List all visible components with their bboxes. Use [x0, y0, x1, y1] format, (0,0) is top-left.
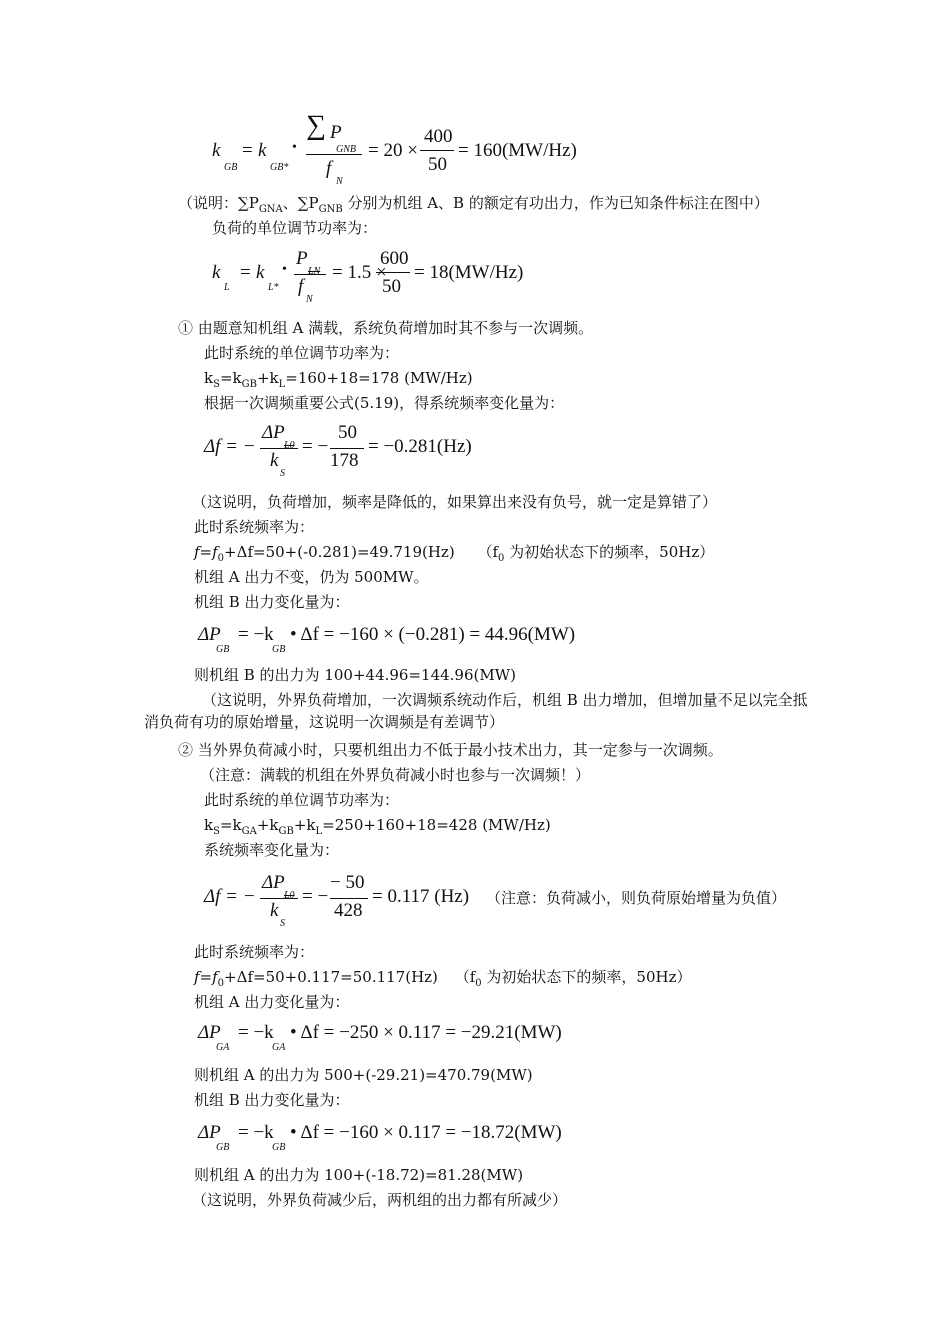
fraction-bar: [330, 448, 364, 449]
equation-pgb-2: ΔP GB = −k GB • Δf = −160 × 0.117 = −18.72(MW): [198, 1122, 562, 1153]
equation-kl: k L = k L* • P LN f N = 1.5 × 600 50 = 18(MW/Hz): [212, 248, 524, 305]
section-2-heading: ② 当外界负荷减小时，只要机组出力不低于最小技术出力，其一定参与一次调频。: [178, 741, 723, 759]
ks-formula: $k_S=k_{GB}+k_L=160+18=178$ (MW/Hz): [204, 369, 473, 390]
numerator: 400: [424, 126, 453, 147]
fraction-bar: [260, 448, 298, 449]
equation-delta-f-1: Δf = − ΔP L0 k S = − 50 178 = −0.281(Hz): [204, 422, 472, 479]
equation-result: = 160(MW/Hz): [458, 140, 577, 161]
fraction-bar: [420, 150, 454, 151]
ks-formula: $k_S=k_{GA}+k_{GB}+k_L=250+160+18=428$ (MW/Hz): [204, 816, 551, 837]
fraction-bar: [376, 272, 410, 273]
subscript: N: [336, 176, 343, 187]
equation-result: = 18(MW/Hz): [414, 262, 524, 283]
numerator: 600: [380, 248, 409, 269]
text-unit-a-change: 机组 A 出力变化量为：: [194, 993, 350, 1011]
var-f: f: [298, 276, 304, 297]
text-unit-b-change: 机组 B 出力变化量为：: [194, 1091, 350, 1109]
denominator: 50: [428, 154, 447, 175]
var-k: k: [258, 140, 267, 161]
var-f: f: [326, 158, 332, 179]
fraction-bar: [306, 154, 362, 155]
note-sigma: （说明：$\sum P_{GNA}$、$\sum P_{GNB}$ 分别为机组 A、B 的额定有功出力，作为已知条件标注在图中）: [178, 194, 769, 215]
section-1-heading: ① 由题意知机组 A 满载，系统负荷增加时其不参与一次调频。: [178, 319, 594, 337]
var-k: k: [212, 140, 221, 161]
note-long: （这说明，外界负荷增加，一次调频系统动作后，机组 B 出力增加，但增加量不足以完全抵消负荷有功的原始增量，这说明一次调频是有差调节）: [144, 691, 808, 731]
text-freq-label: 此时系统频率为：: [194, 518, 315, 536]
subscript: GB: [224, 162, 238, 173]
sigma-symbol: ∑: [306, 110, 326, 141]
subscript: GB*: [270, 162, 289, 173]
note-full-load: （注意：满载的机组在外界负荷减小时也参与一次调频！）: [200, 766, 591, 784]
equation-text: = 20 ×: [368, 140, 418, 161]
text-unit-regulation: 此时系统的单位调节功率为：: [204, 791, 400, 809]
subscript: LN: [308, 266, 321, 277]
note-negative-increment: （注意：负荷减小，则负荷原始增量为负值）: [486, 889, 787, 907]
note-end: （这说明，外界负荷减少后，两机组的出力都有所减少）: [192, 1191, 568, 1209]
fraction-bar: [260, 898, 298, 899]
subscript: L: [224, 282, 230, 293]
dot-operator: •: [292, 140, 297, 155]
text-load-unit: 负荷的单位调节功率为：: [212, 219, 378, 237]
equation-pgb-1: ΔP GB = −k GB • Δf = −160 × (−0.281) = 44.96(MW): [198, 624, 576, 655]
subscript: N: [306, 294, 313, 305]
var-p: P: [296, 248, 308, 269]
equation-kgb: k GB = k GB* • ∑ P GNB f N = 20 × 400 50 = 160(MW/Hz): [212, 110, 577, 187]
text-unit-regulation: 此时系统的单位调节功率为：: [204, 344, 400, 362]
var-p: P: [330, 122, 342, 143]
equation-delta-f-2: Δf = − ΔP L0 k S = − − 50 428 = 0.117 (Hz): [204, 872, 470, 929]
freq-formula: $f=f_0+\Delta f=50+0.117=50.117(Hz)$ （$f_0$ 为初始状态下的频率，50Hz）: [194, 968, 692, 989]
freq-formula: $f=f_0+\Delta f=50+(-0.281)=49.719(Hz)$ （$f_0$ 为初始状态下的频率，50Hz）: [194, 543, 715, 564]
var-k: k: [256, 262, 265, 283]
equation-pga-2: ΔP GA = −k GA • Δf = −250 × 0.117 = −29.21(MW): [198, 1022, 562, 1053]
text-unit-a-output: 则机组 A 的出力为 500+(-29.21)=470.79(MW): [194, 1066, 533, 1084]
dot-operator: •: [282, 262, 287, 277]
text-df-label: 系统频率变化量为：: [204, 841, 340, 859]
text-unit-b-output: 则机组 B 的出力为 100+44.96=144.96(MW): [194, 666, 517, 684]
equation-text: = 1.5 ×: [332, 262, 387, 283]
text-unit-a: 机组 A 出力不变，仍为 500MW。: [194, 568, 429, 586]
fraction-bar: [330, 898, 368, 899]
fraction-bar: [294, 274, 326, 275]
denominator: 50: [382, 276, 401, 297]
var-k: k: [212, 262, 221, 283]
note-negative: （这说明，负荷增加，频率是降低的，如果算出来没有负号，就一定是算错了）: [192, 493, 718, 511]
text-unit-b-change: 机组 B 出力变化量为：: [194, 593, 350, 611]
subscript: GNB: [336, 144, 356, 155]
text-freq-label: 此时系统频率为：: [194, 943, 315, 961]
text-formula-intro: 根据一次调频重要公式(5.19)，得系统频率变化量为：: [204, 394, 565, 412]
text-unit-b-output: 则机组 A 的出力为 100+(-18.72)=81.28(MW): [194, 1166, 524, 1184]
subscript: L*: [268, 282, 279, 293]
